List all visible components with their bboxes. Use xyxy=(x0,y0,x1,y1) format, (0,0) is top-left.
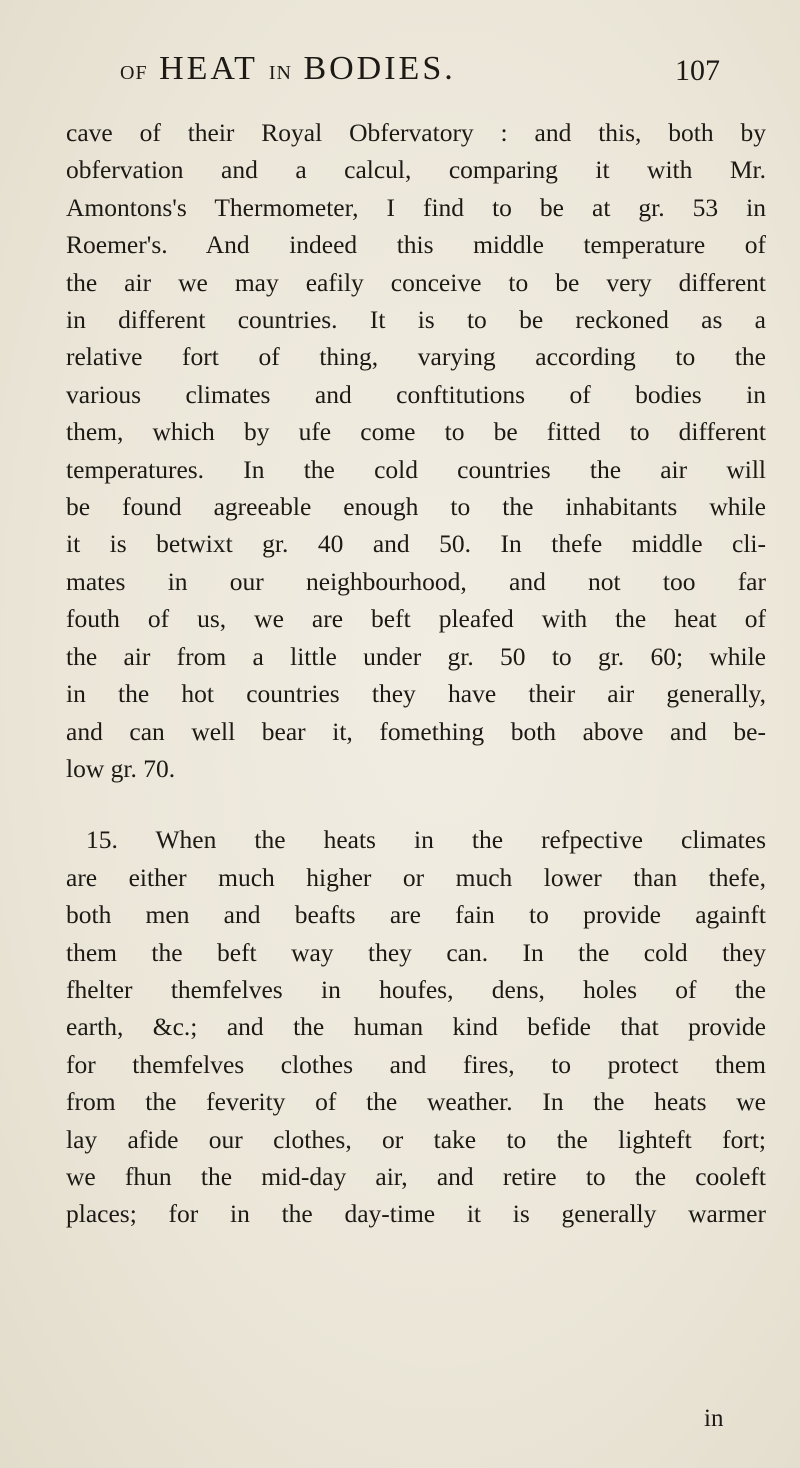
text-line: are either much higher or much lower than thefe, xyxy=(66,862,766,892)
text-line: 15. When the heats in the refpective climates xyxy=(86,825,766,855)
text-line: be found agreeable enough to the inhabitants while xyxy=(66,492,766,522)
text-line: earth, &c.; and the human kind befide that provide xyxy=(66,1012,766,1042)
body-text xyxy=(66,114,766,1233)
text-line: low gr. 70. xyxy=(66,753,176,783)
text-line: for themfelves clothes and fires, to protect them xyxy=(66,1049,766,1079)
text-line: the air we may eafily conceive to be very different xyxy=(66,267,766,297)
text-line: both men and beafts are fain to provide againft xyxy=(66,900,766,930)
text-line: mates in our neighbourhood, and not too far xyxy=(66,566,766,596)
text-line: lay afide our clothes, or take to the lighteft fort; xyxy=(66,1124,766,1154)
text-line: in different countries. It is to be reckoned as a xyxy=(66,305,766,335)
text-line: Roemer's. And indeed this middle temperature of xyxy=(66,230,766,260)
text-line: cave of their Royal Obfervatory : and this, both by xyxy=(66,118,766,147)
text-line: temperatures. In the cold countries the air will xyxy=(66,454,766,484)
page-header xyxy=(120,50,720,100)
running-title-heat: HEAT xyxy=(159,50,258,87)
running-title-in: IN xyxy=(268,62,292,84)
text-line: relative fort of thing, varying according to the xyxy=(66,342,766,372)
paragraph-1 xyxy=(66,114,766,787)
text-line: obfervation and a calcul, comparing it with Mr. xyxy=(66,155,766,185)
text-line: them the beft way they can. In the cold they xyxy=(66,937,766,967)
running-title-of: OF xyxy=(120,62,148,84)
text-line: fouth of us, we are beft pleafed with the heat of xyxy=(66,604,766,634)
text-line: fhelter themfelves in houfes, dens, holes of the xyxy=(66,974,766,1004)
text-line: the air from a little under gr. 50 to gr. 60; while xyxy=(66,641,766,671)
text-line: in the hot countries they have their air generally, xyxy=(66,679,766,709)
text-line: and can well bear it, fomething both above and be- xyxy=(66,716,766,746)
paragraph-2 xyxy=(66,821,766,1232)
running-title xyxy=(120,50,456,88)
text-line: from the feverity of the weather. In the heats we xyxy=(66,1087,766,1117)
running-title-bodies: BODIES. xyxy=(303,50,456,87)
page-number: 107 xyxy=(675,54,720,87)
paragraph-gap xyxy=(66,787,766,821)
text-line: various climates and conftitutions of bodies in xyxy=(66,379,766,409)
text-line: places; for in the day-time it is generally warmer xyxy=(66,1199,766,1229)
text-line: we fhun the mid-day air, and retire to the cooleft xyxy=(66,1161,766,1191)
text-line: Amontons's Thermometer, I find to be at gr. 53 in xyxy=(66,192,766,222)
catchword: in xyxy=(704,1405,724,1432)
text-line: it is betwixt gr. 40 and 50. In thefe middle cli- xyxy=(66,529,766,559)
text-line: them, which by ufe come to be fitted to different xyxy=(66,417,766,447)
